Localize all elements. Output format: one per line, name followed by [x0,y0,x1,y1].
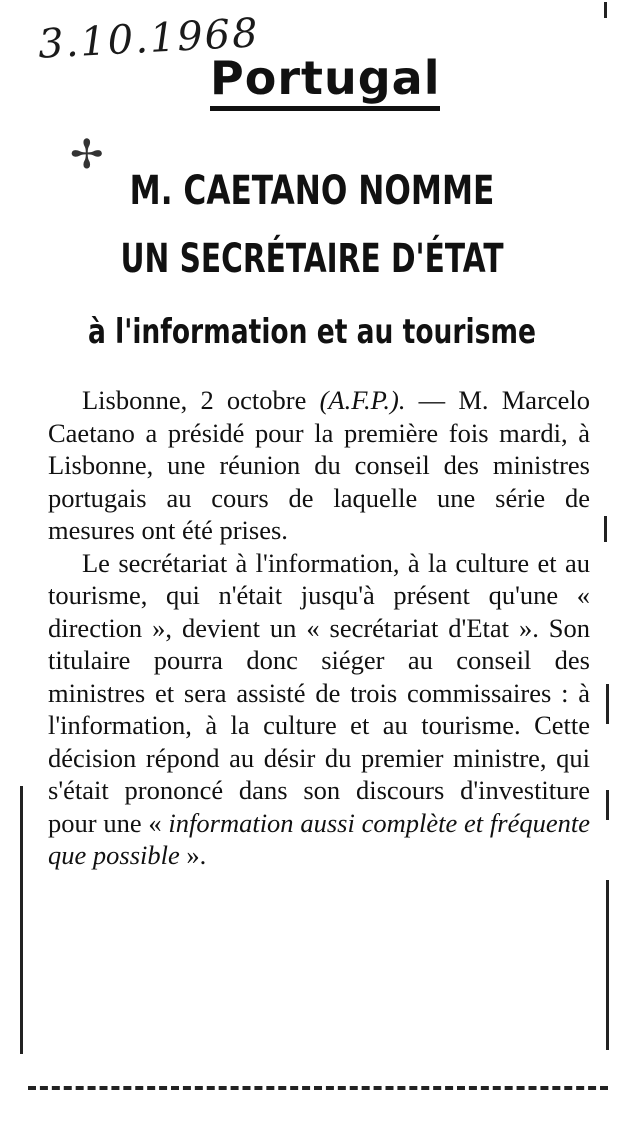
right-margin-mark [606,790,609,820]
cross-mark-icon: ✢ [70,132,104,178]
article-paragraph-2 [48,547,590,872]
paragraph-2-text: Le secrétariat à l'information, à la culture et au tourisme, qui n'était jusqu'à présent qu'une « direction », devient un « secrétariat d'Etat ». Son titulaire pourra donc siéger au conseil des ministres et sera assisté de trois commissaires : à l'information, à la culture et au tourisme. Cette décision répond au désir du premier ministre, qui s'était prononcé dans son discours d'investiture pour une « [48,547,590,838]
article-paragraph-1 [48,384,590,547]
headline-line-2: UN SECRÉTAIRE D'ÉTAT [120,236,504,282]
agency-credit: (A.F.P.). [319,385,406,415]
dateline: Lisbonne, 2 octobre [82,385,307,415]
article-body [48,384,590,872]
right-margin-mark [606,684,609,724]
headline-subtitle: à l'information et au tourisme [87,312,537,352]
right-margin-mark [604,516,607,542]
paragraph-2-quote: information aussi complète et fréquente que possible [48,807,590,870]
headline-line-1: M. CAETANO NOMME [129,168,495,214]
handwritten-date: 3.10.1968 [36,10,261,68]
right-margin-mark [606,880,609,1050]
margin-mark [604,2,607,18]
dateline-dash: — [405,385,446,415]
paragraph-2-closing: ». [179,840,207,870]
section-label: Portugal [210,52,440,111]
clipping-bottom-edge [28,1086,608,1090]
left-margin-rule [20,786,23,1054]
paragraph-1-text: M. Marcelo Caetano a présidé pour la première fois mardi, à Lisbonne, une réunion du conseil des ministres portugais au cours de laquelle une série de mesures ont été prises. [48,385,591,545]
